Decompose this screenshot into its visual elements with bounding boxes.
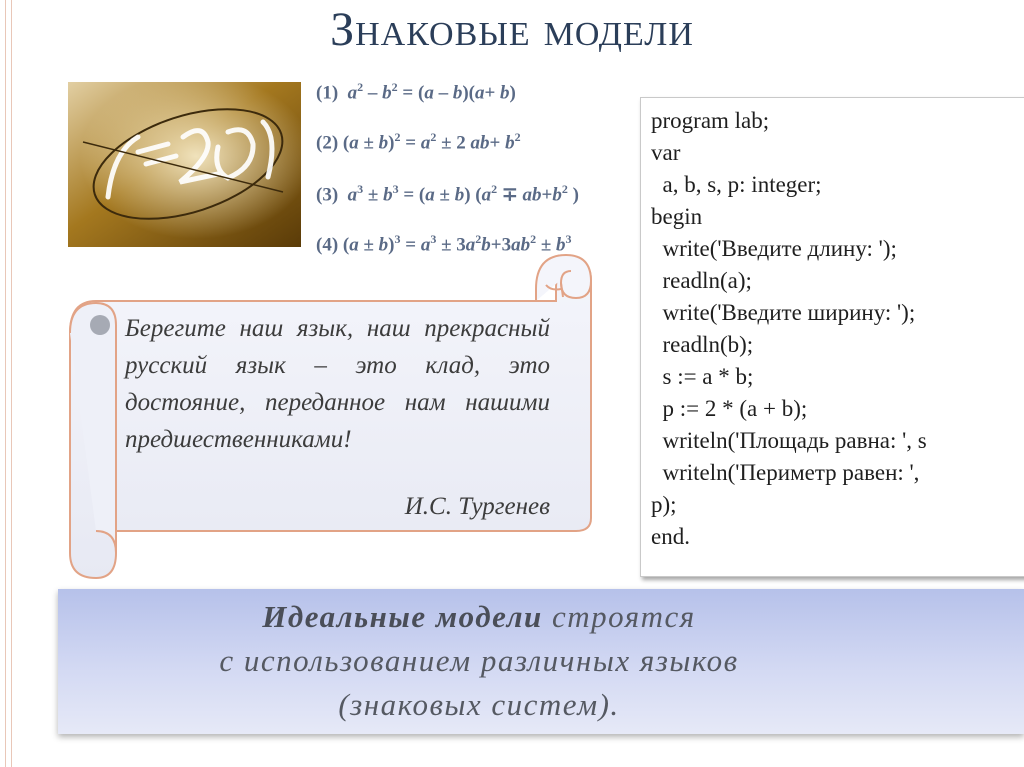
code-line: begin [651, 204, 703, 229]
math-photo-image [68, 82, 301, 247]
slide-title: Знаковые модели [330, 3, 694, 56]
code-line: p); [651, 492, 677, 517]
code-line: end. [651, 524, 690, 549]
code-line: writeln('Площадь равна: ', s [651, 428, 927, 453]
code-line: p := 2 * (a + b); [651, 396, 808, 421]
banner-line-1 [58, 599, 900, 635]
left-border-line-inner [11, 0, 12, 767]
quote-text: Берегите наш язык, наш прекрасный русский язык – это клад, это достояние, переданное нам нашими предшественниками! [125, 315, 550, 453]
banner-rest-text: строятся [542, 599, 696, 634]
pascal-code-box [640, 97, 1024, 577]
banner-line-3: (знаковых систем). [338, 687, 620, 722]
code-line: program lab; [651, 108, 770, 133]
code-line: write('Введите длину: '); [651, 236, 897, 261]
banner-bold-text: Идеальные модели [262, 599, 543, 634]
code-line: s := a * b; [651, 364, 754, 389]
code-line: readln(a); [651, 268, 752, 293]
ideal-models-banner [58, 589, 1024, 734]
quote-author: И.С. Тургенев [404, 493, 550, 520]
formula-2: (2) $(a \pm b)^2 = a^2 \pm 2$ $ab+ b^2$ [316, 130, 521, 154]
banner-line-2: с использованием различных языков [219, 643, 739, 678]
code-line: var [651, 140, 681, 165]
code-line: a, b, s, p: integer; [651, 172, 822, 197]
code-line: readln(b); [651, 332, 754, 357]
formula-3: (3) $a^3 \pm b^3 = (a \pm b) (a^2 \mp ab+b^2$ ) [316, 182, 579, 206]
formula-1: (1) $a^2 - b^2 = (a - b)(a+ b)$ [316, 80, 516, 104]
code-line: write('Введите ширину: '); [651, 300, 916, 325]
left-border-line [5, 0, 6, 767]
code-line: writeln('Периметр равен: ', [651, 460, 920, 485]
formula-4: (4) $(a \pm b)^3 = a^3 \pm 3a^2b+3ab^2 \pm b^3$ [316, 232, 572, 256]
